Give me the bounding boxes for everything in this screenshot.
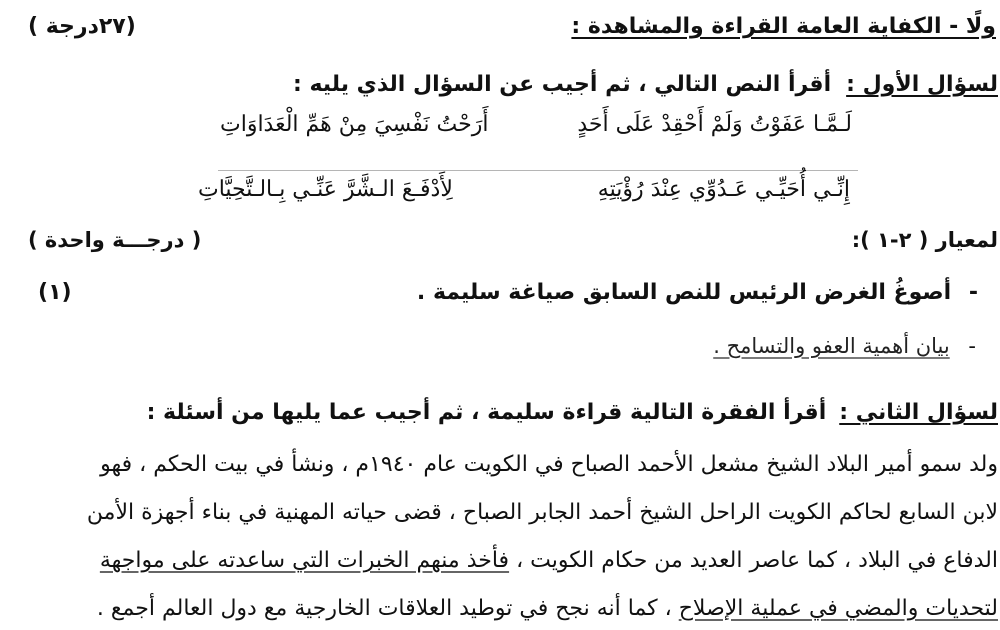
section-title (571, 14, 996, 39)
q2-paragraph-line-1: ولد سمو أمير البلاد الشيخ مشعل الأحمد الصباح في الكويت عام ١٩٤٠م ، ونشأ في بيت الحكم ، فهو (100, 452, 998, 477)
verse2-left: لِأَدْفَـعَ الـشَّرَّ عَنِّـي بِـالـتَّحِيَّاتِ (198, 177, 453, 202)
q2-heading (147, 400, 998, 425)
q2-paragraph-line-3 (100, 548, 998, 573)
q1-instruction: أقرأ النص التالي ، ثم أجيب عن السؤال الذي يليه : (292, 72, 832, 97)
q1-heading (293, 72, 998, 97)
verse-separator-line (218, 170, 858, 171)
criterion-label: لمعيار ( ٢-١ ): (851, 228, 998, 252)
q2-line3-underlined: فأخذ منهم الخبرات التي ساعدته على مواجهة (99, 548, 510, 573)
q1-answer (713, 334, 976, 358)
q2-line4-plain: ، كما أنه نجح في توطيد العلاقات الخارجية مع دول العالم أجمع . (96, 596, 679, 621)
q2-line4-underlined: لتحديات والمضي في عملية الإصلاح (678, 596, 998, 621)
section-title-text: ولًا - الكفاية العامة القراءة والمشاهدة : (571, 14, 996, 39)
q1-label: لسؤال الأول : (846, 72, 998, 97)
q2-paragraph-line-2: لابن السابع لحاكم الكويت الراحل الشيخ أحمد الجابر الصباح ، قضى حياته المهنية في بناء أجهزة الأمن (86, 500, 998, 525)
q1-answer-text: بيان أهمية العفو والتسامح . (713, 334, 950, 358)
q2-line3-plain: الدفاع في البلاد ، كما عاصر العديد من حكام الكويت ، (509, 548, 998, 573)
verse2-right: إِنِّـي أُحَيِّـي عَـدُوِّي عِنْدَ رُؤْيَتِهِ (597, 177, 850, 202)
q1-question-dash: - (968, 280, 978, 305)
q2-instruction: أقرأ الفقرة التالية قراءة سليمة ، ثم أجيب عما يليها من أسئلة : (146, 400, 827, 425)
verse1-right: لَـمَّـا عَفَوْتُ وَلَمْ أَحْقِدْ عَلَى أَحَدٍ (577, 112, 852, 137)
q1-question (417, 280, 978, 305)
verse1-left: أَرَحْتُ نَفْسِيَ مِنْ هَمِّ الْعَدَاوَاتِ (220, 112, 489, 137)
section-marks: (٢٧درجة ) (28, 14, 136, 39)
q1-question-number: (١) (38, 280, 72, 305)
q2-label: لسؤال الثاني : (839, 400, 998, 425)
q1-answer-dash: - (968, 334, 976, 358)
q2-paragraph-line-4 (97, 596, 998, 621)
criterion-marks: ( درجـــة واحدة ) (28, 228, 202, 252)
q1-question-text: أصوغُ الغرض الرئيس للنص السابق صياغة سليمة . (416, 280, 952, 305)
